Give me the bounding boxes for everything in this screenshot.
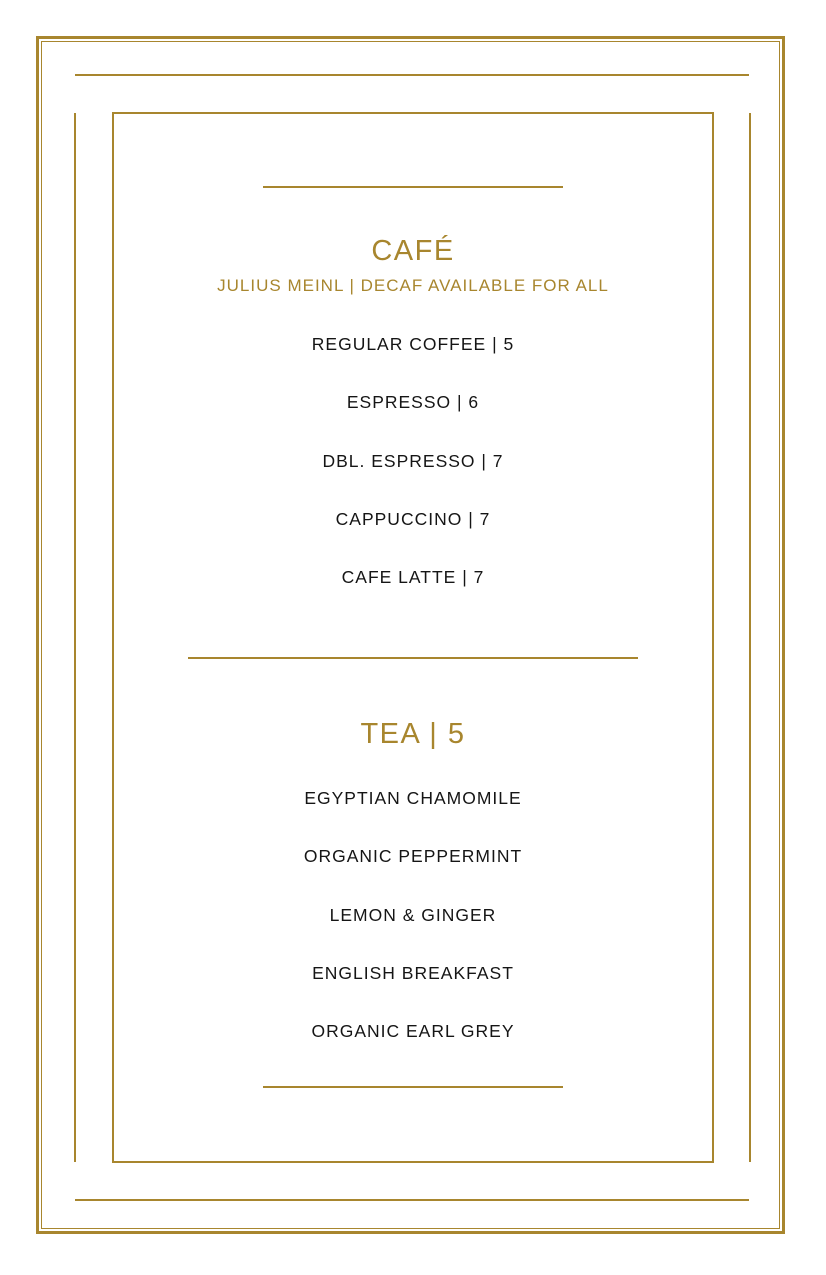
tea-item-organic-earl-grey: ORGANIC EARL GREY [311,1021,515,1041]
cafe-item-cafe-latte: CAFE LATTE | 7 [341,567,485,587]
top-divider [263,186,563,188]
right-rail-line [749,113,751,1162]
inner-frame-border [112,112,714,1163]
bottom-rail-line [75,1199,749,1201]
left-rail-line [74,113,76,1162]
tea-item-organic-peppermint: ORGANIC PEPPERMINT [303,846,523,866]
cafe-item-espresso: ESPRESSO | 6 [346,392,480,412]
cafe-item-cappuccino: CAPPUCCINO | 7 [335,509,491,529]
bottom-divider [263,1086,563,1088]
cafe-title: CAFÉ [371,235,455,267]
middle-divider [188,657,638,659]
tea-item-english-breakfast: ENGLISH BREAKFAST [312,963,514,983]
cafe-subtitle: JULIUS MEINL | DECAF AVAILABLE FOR ALL [217,276,609,295]
cafe-item-regular-coffee: REGULAR COFFEE | 5 [311,334,515,354]
tea-title: TEA | 5 [360,718,466,750]
cafe-item-dbl-espresso: DBL. ESPRESSO | 7 [322,451,504,471]
tea-item-lemon-ginger: LEMON & GINGER [329,905,497,925]
top-rail-line [75,74,749,76]
tea-item-egyptian-chamomile: EGYPTIAN CHAMOMILE [304,788,522,808]
